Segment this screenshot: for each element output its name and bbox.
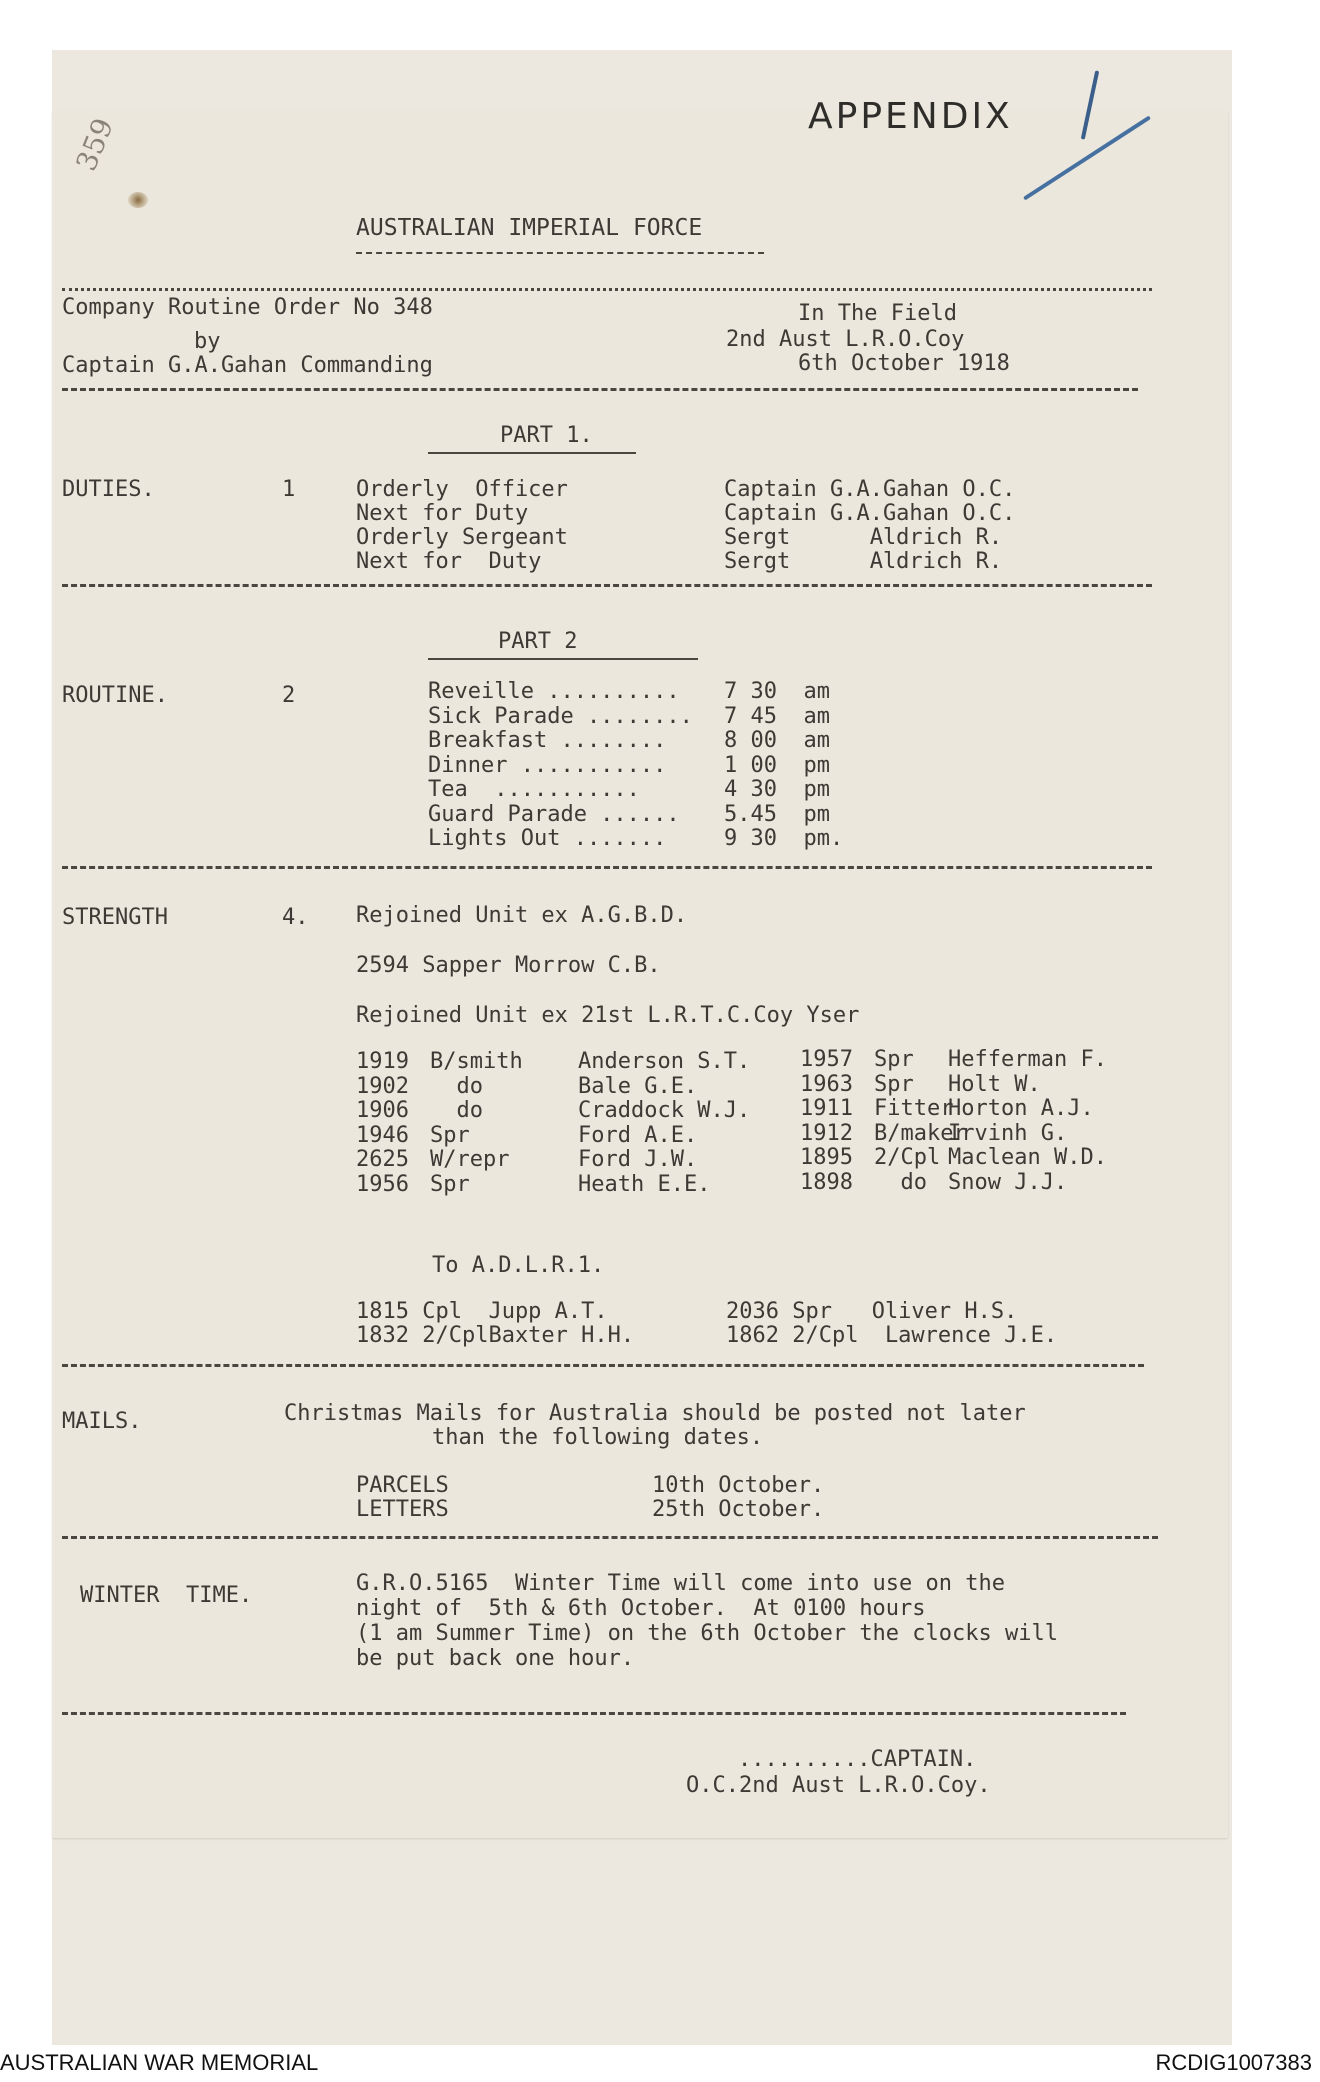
divider xyxy=(62,388,1138,391)
rank: W/repr xyxy=(430,1147,510,1172)
service-number: 2625 xyxy=(356,1147,409,1172)
routine-time: 1 00 pm xyxy=(724,752,830,778)
strength-line3: Rejoined Unit ex 21st L.R.T.C.Coy Yser xyxy=(356,1003,860,1028)
part2-underline xyxy=(428,658,698,660)
duty-role: Orderly Sergeant xyxy=(356,525,568,550)
soldier-name: Maclean W.D. xyxy=(948,1145,1107,1170)
document-title: AUSTRALIAN IMPERIAL FORCE xyxy=(356,215,703,241)
routine-time: 7 30 am xyxy=(724,679,830,704)
service-number: 1898 xyxy=(800,1169,853,1195)
location: In The Field xyxy=(798,301,957,326)
soldier-name: Anderson S.T. xyxy=(578,1049,751,1074)
unit: 2nd Aust L.R.O.Coy xyxy=(726,327,965,352)
footer-archive: AUSTRALIAN WAR MEMORIAL xyxy=(0,2050,319,2075)
routine-item: Breakfast ........ xyxy=(428,728,667,753)
winter-line: night of 5th & 6th October. At 0100 hours xyxy=(356,1596,926,1621)
soldier-name: Heath E.E. xyxy=(578,1171,711,1197)
mail-deadline: 10th October. xyxy=(652,1473,825,1498)
routine-time: 5.45 pm xyxy=(724,801,830,827)
order-date: 6th October 1918 xyxy=(798,351,1010,376)
order-line: Company Routine Order No 348 xyxy=(62,295,433,320)
rank: B/maker xyxy=(874,1120,967,1146)
soldier-name: Ford A.E. xyxy=(578,1122,698,1148)
by-text: by xyxy=(194,329,221,354)
commanding-line: Captain G.A.Gahan Commanding xyxy=(62,353,433,378)
divider xyxy=(62,1364,1144,1367)
service-number: 1912 xyxy=(800,1120,853,1146)
signature-line2: O.C.2nd Aust L.R.O.Coy. xyxy=(686,1773,991,1798)
transfer-right: 2036 Spr Oliver H.S. xyxy=(726,1299,1018,1324)
soldier-name: Holt W. xyxy=(948,1071,1041,1097)
strength-line2: 2594 Sapper Morrow C.B. xyxy=(356,953,661,978)
mails-line1: Christmas Mails for Australia should be posted not later xyxy=(284,1401,1026,1426)
service-number: 1906 xyxy=(356,1098,409,1123)
routine-item: Lights Out ....... xyxy=(428,826,667,851)
strength-line1: Rejoined Unit ex A.G.B.D. xyxy=(356,903,688,928)
mail-type: PARCELS xyxy=(356,1473,449,1498)
service-number: 1919 xyxy=(356,1049,409,1074)
routine-item: Sick Parade ........ xyxy=(428,703,693,729)
rank: do xyxy=(430,1098,483,1123)
winter-line: (1 am Summer Time) on the 6th October the clocks will xyxy=(356,1621,1058,1646)
duty-role: Next for Duty xyxy=(356,549,542,574)
service-number: 1963 xyxy=(800,1071,853,1097)
duty-name: Sergt Aldrich R. xyxy=(724,549,1003,574)
rank: Spr xyxy=(874,1047,914,1072)
divider xyxy=(62,1712,1126,1715)
transfer-left: 1832 2/CplBaxter H.H. xyxy=(356,1323,635,1348)
rank: Fitter xyxy=(874,1096,954,1121)
strength-number: 4. xyxy=(282,905,309,930)
winter-label: WINTER TIME. xyxy=(80,1583,253,1608)
rank: Spr xyxy=(874,1071,914,1097)
soldier-name: Snow J.J. xyxy=(948,1169,1068,1195)
rank: B/smith xyxy=(430,1049,523,1074)
routine-time: 9 30 pm. xyxy=(724,826,844,851)
rank: 2/Cpl xyxy=(874,1145,941,1170)
soldier-name: Ford J.W. xyxy=(578,1147,698,1172)
service-number: 1902 xyxy=(356,1073,409,1099)
appendix-stamp: APPENDIX xyxy=(808,96,1013,137)
duty-role: Next for Duty xyxy=(356,501,529,526)
routine-time: 8 00 am xyxy=(724,728,830,753)
soldier-name: Irvinh G. xyxy=(948,1120,1068,1146)
divider xyxy=(62,866,1152,869)
soldier-name: Bale G.E. xyxy=(578,1073,698,1099)
duty-name: Captain G.A.Gahan O.C. xyxy=(724,501,1016,526)
transfer-right: 1862 2/Cpl Lawrence J.E. xyxy=(726,1323,1058,1348)
title-underline xyxy=(356,252,764,254)
signature-line1: ..........CAPTAIN. xyxy=(738,1747,977,1772)
duties-label: DUTIES. xyxy=(62,477,155,502)
routine-time: 7 45 am xyxy=(724,703,830,729)
soldier-name: Hefferman F. xyxy=(948,1047,1107,1072)
stain xyxy=(128,192,148,208)
transfer-left: 1815 Cpl Jupp A.T. xyxy=(356,1299,608,1324)
routine-label: ROUTINE. xyxy=(62,683,168,708)
footer-id: RCDIG1007383 xyxy=(1155,2050,1312,2075)
routine-item: Reveille .......... xyxy=(428,679,680,704)
service-number: 1895 xyxy=(800,1145,853,1170)
routine-number: 2 xyxy=(282,683,296,708)
mails-label: MAILS. xyxy=(62,1409,142,1434)
service-number: 1946 xyxy=(356,1122,409,1148)
folio-number: 359 xyxy=(69,113,121,176)
rank: do xyxy=(874,1169,927,1195)
routine-item: Dinner ........... xyxy=(428,752,667,778)
service-number: 1956 xyxy=(356,1171,409,1197)
mails-line2: than the following dates. xyxy=(432,1425,764,1450)
winter-line: G.R.O.5165 Winter Time will come into use on the xyxy=(356,1571,1006,1596)
duties-number: 1 xyxy=(282,477,296,502)
service-number: 1957 xyxy=(800,1047,853,1072)
duty-name: Sergt Aldrich R. xyxy=(724,525,1003,550)
duty-role: Orderly Officer xyxy=(356,477,568,502)
routine-item: Tea ........... xyxy=(428,777,640,802)
part2-heading: PART 2 xyxy=(498,629,578,654)
soldier-name: Craddock W.J. xyxy=(578,1098,751,1123)
divider xyxy=(62,584,1152,587)
part1-underline xyxy=(428,452,636,454)
mail-type: LETTERS xyxy=(356,1497,449,1522)
mail-deadline: 25th October. xyxy=(652,1497,825,1522)
winter-line: be put back one hour. xyxy=(356,1646,635,1671)
routine-time: 4 30 pm xyxy=(724,777,830,802)
rank: Spr xyxy=(430,1122,470,1148)
routine-item: Guard Parade ...... xyxy=(428,801,680,827)
rank: Spr xyxy=(430,1171,470,1197)
divider xyxy=(62,288,1152,291)
strength-line4: To A.D.L.R.1. xyxy=(432,1253,605,1278)
duty-name: Captain G.A.Gahan O.C. xyxy=(724,477,1016,502)
soldier-name: Horton A.J. xyxy=(948,1096,1094,1121)
strength-label: STRENGTH xyxy=(62,905,168,930)
service-number: 1911 xyxy=(800,1096,853,1121)
part1-heading: PART 1. xyxy=(500,423,593,448)
rank: do xyxy=(430,1073,483,1099)
divider xyxy=(62,1536,1158,1539)
